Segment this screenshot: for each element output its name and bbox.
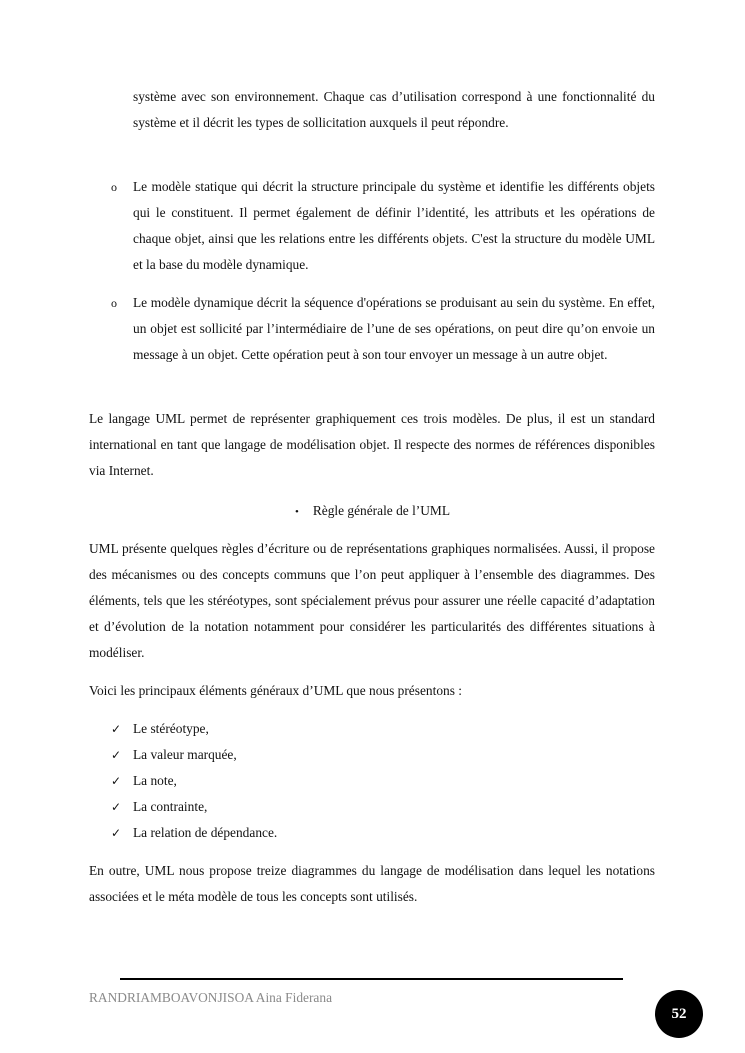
bullet-marker: o xyxy=(111,180,117,194)
checkmark-icon: ✓ xyxy=(111,774,122,788)
list-item: ✓ Le stéréotype, xyxy=(111,716,277,742)
bullet-dynamic-model: Le modèle dynamique décrit la séquence d'opérations se produisant au sein du système. En effet, un objet est sollicité par l’intermédiaire de l’une de ses opérations, on peut dire qu’on envoie un message à un objet. Cette opération peut à son tour envoyer un message à un autre objet. xyxy=(133,295,655,362)
bullet-marker: o xyxy=(111,296,117,310)
list-item: ✓ La contrainte, xyxy=(111,794,277,820)
bullet-dot-icon: • xyxy=(294,506,299,518)
checkmark-icon: ✓ xyxy=(111,722,122,736)
section-title: Règle générale de l’UML xyxy=(312,503,451,518)
continuation-paragraph: système avec son environnement. Chaque cas d’utilisation correspond à une fonctionnalité du système et il décrit les types de sollicitation auxquels il peut répondre. xyxy=(133,89,655,130)
checkmark-icon: ✓ xyxy=(111,826,122,840)
bullet-static-model: Le modèle statique qui décrit la structure principale du système et identifie les différents objets qui le constituent. Il permet également de définir l’identité, les attributs et les opérations de chaque objet, ainsi que les relations entre les différents objets. C'est la structure du modèle UML et la base du modèle dynamique. xyxy=(133,179,655,272)
checkmark-icon: ✓ xyxy=(111,800,122,814)
section-heading xyxy=(0,498,745,525)
paragraph-diagrams: En outre, UML nous propose treize diagrammes du langage de modélisation dans lequel les notations associées et le méta modèle de tous les concepts sont utilisés. xyxy=(89,863,655,904)
paragraph-uml-standard: Le langage UML permet de représenter graphiquement ces trois modèles. De plus, il est un standard international en tant que langage de modélisation objet. Il respecte des normes de références disponibles via Internet. xyxy=(89,411,655,478)
paragraph-rules: UML présente quelques règles d’écriture ou de représentations graphiques normalisées. Aussi, il propose des mécanismes ou des concepts communs que l’on peut appliquer à l’ensemble des diagrammes. Des éléments, tels que les stéréotypes, sont spécialement prévus pour assurer une réelle capacité d’adaptation et d’évolution de la notation notamment pour considérer les particularités des différentes situations à modéliser. xyxy=(89,541,655,660)
checkmark-icon: ✓ xyxy=(111,748,122,762)
list-item: ✓ La valeur marquée, xyxy=(111,742,277,768)
page-number-badge: 52 xyxy=(655,990,703,1038)
footer-author: RANDRIAMBOAVONJISOA Aina Fiderana xyxy=(89,990,333,1005)
elements-checklist xyxy=(111,716,277,846)
list-item: ✓ La relation de dépendance. xyxy=(111,820,277,846)
paragraph-intro-list: Voici les principaux éléments généraux d’UML que nous présentons : xyxy=(89,683,462,698)
list-item: ✓ La note, xyxy=(111,768,277,794)
footer-divider xyxy=(120,978,623,980)
